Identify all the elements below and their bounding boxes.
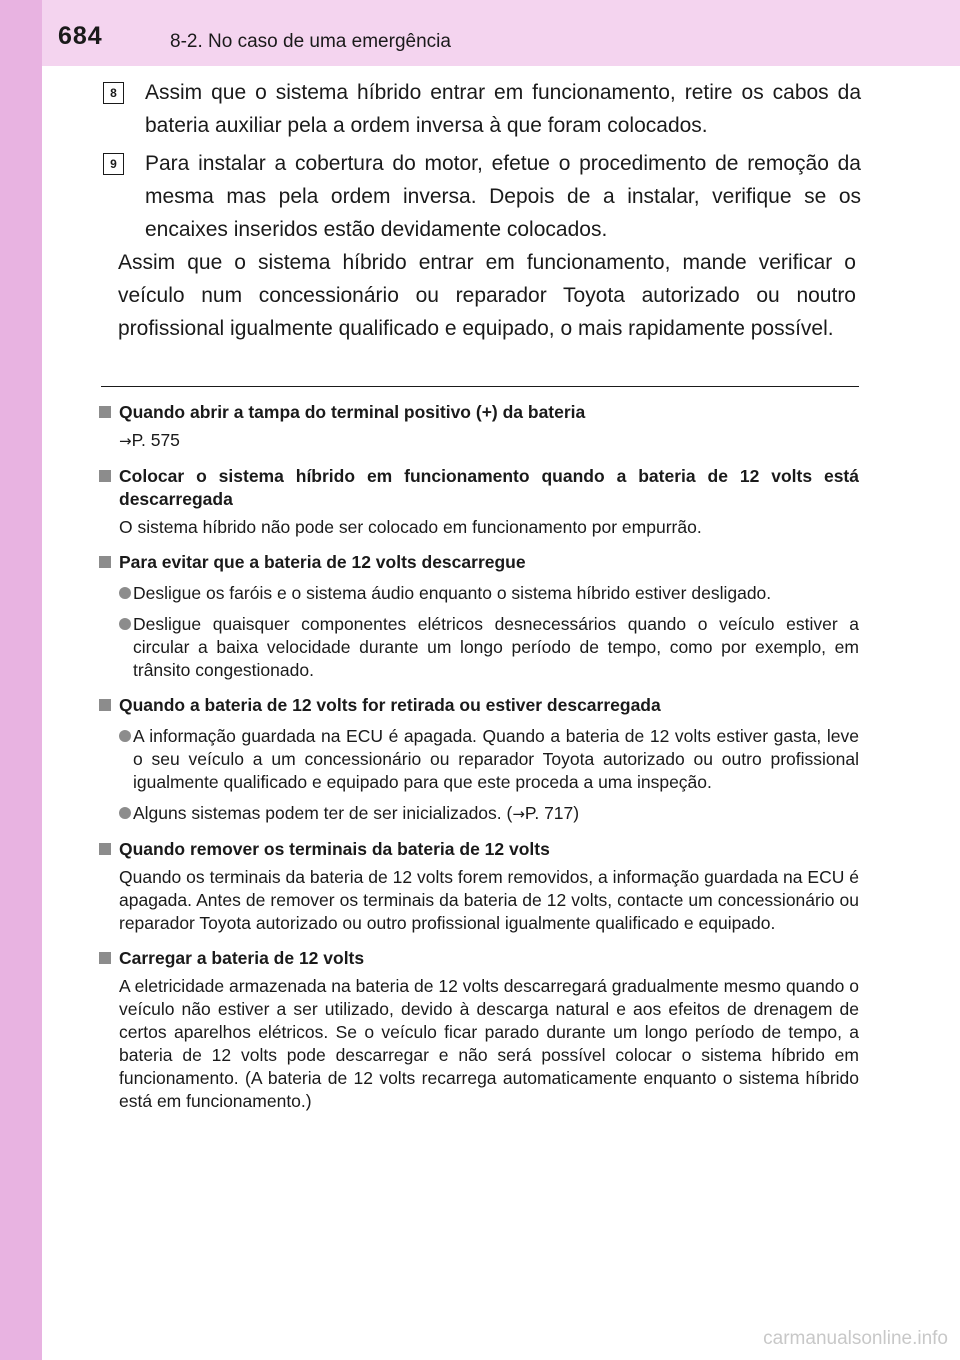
- note-heading: [99, 838, 859, 861]
- note-title: Quando abrir a tampa do terminal positivo (+) da bateria: [119, 402, 586, 422]
- note-title: Carregar a bateria de 12 volts: [119, 948, 365, 968]
- note-body: Quando os terminais da bateria de 12 volts forem removidos, a informação guardada na ECU é apagada. Antes de remover os terminais da bateria de 12 volts, contacte um concessionário ou reparador Toyota autorizado ou outro profissional igualmente qualificado e equipado.: [119, 867, 859, 933]
- side-color-band: [0, 0, 42, 1360]
- section-divider: [101, 386, 859, 387]
- list-item-text: A informação guardada na ECU é apagada. Quando a bateria de 12 volts estiver gasta, leve o seu veículo a um concessionário ou reparador Toyota autorizado ou outro profissional igualmente qualificado e equipado para que este proceda a uma inspeção.: [133, 726, 859, 792]
- step-number-badge: 9: [103, 153, 124, 175]
- reference-text[interactable]: P. 575: [131, 430, 180, 450]
- reference-text[interactable]: P. 717): [524, 803, 580, 823]
- square-bullet-icon: [99, 699, 111, 711]
- square-bullet-icon: [99, 843, 111, 855]
- list-item: [119, 582, 859, 605]
- round-bullet-icon: [119, 807, 131, 819]
- watermark-text: carmanualsonline.info: [763, 1328, 948, 1349]
- note-heading: [99, 465, 859, 511]
- step-text: Assim que o sistema híbrido entrar em funcionamento, retire os cabos da bateria auxiliar pela a ordem inversa à que foram colocados.: [145, 81, 861, 137]
- list-item: [119, 725, 859, 794]
- round-bullet-icon: [119, 730, 131, 742]
- step-8: [103, 76, 861, 142]
- note-title: Quando remover os terminais da bateria de 12 volts: [119, 839, 550, 859]
- square-bullet-icon: [99, 952, 111, 964]
- main-paragraph: Assim que o sistema híbrido entrar em funcionamento, mande verificar o veículo num concessionário ou reparador Toyota autorizado ou noutro profissional igualmente qualificado e equipado, o mais rapidamente possível.: [118, 251, 856, 340]
- arrow-right-icon: →: [512, 805, 525, 823]
- square-bullet-icon: [99, 470, 111, 482]
- note-heading: [99, 401, 859, 424]
- note-heading: [99, 551, 859, 574]
- note-heading: [99, 694, 859, 717]
- note-body: A eletricidade armazenada na bateria de 12 volts descarregará gradualmente mesmo quando o veículo não estiver a ser utilizado, devido à descarga natural e aos efeitos de drenagem de certos aparelhos elétricos. Se o veículo ficar parado durante um longo período de tempo, a bateria de 12 volts pode descarregar e não será possível colocar o sistema híbrido em funcionamento. (A bateria de 12 volts recarrega automaticamente enquanto o sistema híbrido está em funcionamento.): [119, 976, 859, 1111]
- list-item-text-start: Alguns sistemas podem ter de ser inicializados. (: [133, 803, 513, 823]
- note-body: O sistema híbrido não pode ser colocado em funcionamento por empurrão.: [119, 517, 702, 537]
- list-item: [119, 802, 859, 826]
- page-number: 684: [58, 22, 103, 50]
- list-item-text: Desligue os faróis e o sistema áudio enquanto o sistema híbrido estiver desligado.: [133, 583, 772, 603]
- notes-section: [99, 401, 859, 1113]
- step-text: Para instalar a cobertura do motor, efetue o procedimento de remoção da mesma mas pela ordem inversa. Depois de a instalar, verifique se os encaixes inseridos estão devidamente colocados.: [145, 152, 861, 241]
- list-item: [119, 613, 859, 682]
- note-title: Quando a bateria de 12 volts for retirada ou estiver descarregada: [119, 695, 661, 715]
- round-bullet-icon: [119, 618, 131, 630]
- square-bullet-icon: [99, 556, 111, 568]
- list-item-text: [133, 803, 579, 823]
- list-item-text: Desligue quaisquer componentes elétricos desnecessários quando o veículo estiver a circular a baixa velocidade durante um longo período de tempo, como por exemplo, em trânsito congestionado.: [133, 614, 859, 680]
- note-title: Colocar o sistema híbrido em funcionamento quando a bateria de 12 volts está descarregada: [119, 466, 859, 509]
- step-number-badge: 8: [103, 82, 124, 104]
- note-title: Para evitar que a bateria de 12 volts descarregue: [119, 552, 526, 572]
- section-title: 8-2. No caso de uma emergência: [170, 31, 451, 52]
- square-bullet-icon: [99, 406, 111, 418]
- round-bullet-icon: [119, 587, 131, 599]
- arrow-right-icon: →: [119, 432, 132, 450]
- step-9: [103, 147, 861, 246]
- note-heading: [99, 947, 859, 970]
- page-reference: [119, 429, 859, 453]
